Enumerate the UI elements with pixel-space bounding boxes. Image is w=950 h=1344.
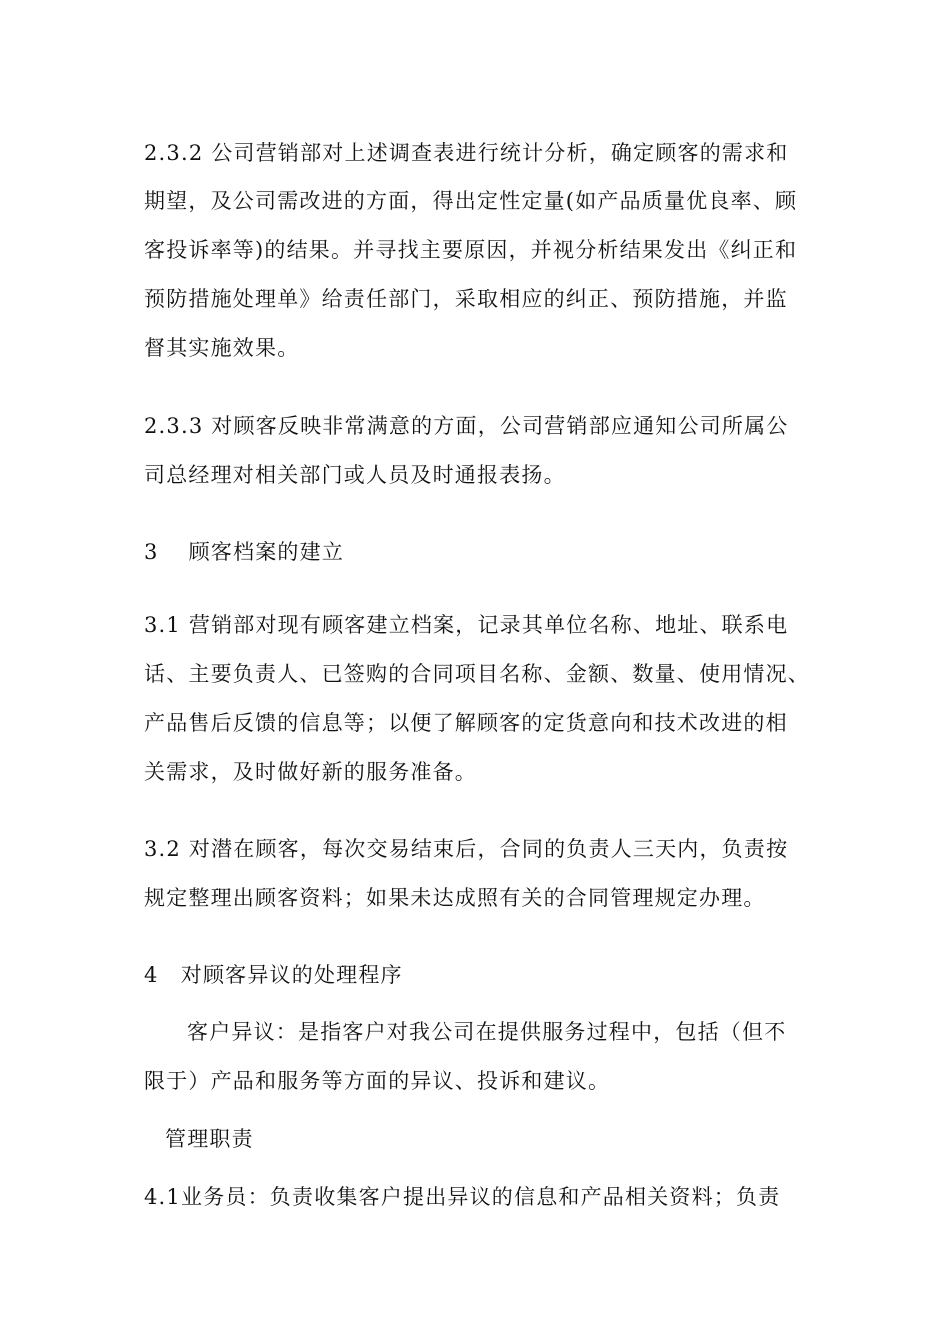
paragraph-2-3-2-line-2: 期望，及公司需改进的方面，得出定性定量(如产品质量优良率、顾 bbox=[144, 189, 798, 213]
paragraph-3-2-line-1: 3.2 对潜在顾客，每次交易结束后，合同的负责人三天内，负责按 bbox=[144, 837, 789, 861]
paragraph-2-3-2-line-3: 客投诉率等)的结果。并寻找主要原因，并视分析结果发出《纠正和 bbox=[144, 238, 798, 262]
paragraph-3-1-line-4: 关需求，及时做好新的服务准备。 bbox=[144, 760, 477, 784]
paragraph-3-1-line-2: 话、主要负责人、已签购的合同项目名称、金额、数量、使用情况、 bbox=[144, 662, 810, 686]
paragraph-3-1-line-1: 3.1 营销部对现有顾客建立档案，记录其单位名称、地址、联系电 bbox=[144, 613, 789, 637]
paragraph-3-2-line-2: 规定整理出顾客资料；如果未达成照有关的合同管理规定办理。 bbox=[144, 886, 766, 910]
customer-objection-definition-line-1: 客户异议：是指客户对我公司在提供服务过程中，包括（但不 bbox=[187, 1020, 787, 1044]
paragraph-2-3-2-line-5: 督其实施效果。 bbox=[144, 336, 300, 360]
paragraph-3-1-line-3: 产品售后反馈的信息等；以便了解顾客的定货意向和技术改进的相 bbox=[144, 711, 788, 735]
paragraph-4-1-line-1: 4.1业务员：负责收集客户提出异议的信息和产品相关资料；负责 bbox=[144, 1185, 781, 1209]
paragraph-2-3-2-line-4: 预防措施处理单》给责任部门，采取相应的纠正、预防措施，并监 bbox=[144, 287, 788, 311]
section-4-heading: 4 对顾客异议的处理程序 bbox=[144, 963, 403, 987]
paragraph-2-3-2-line-1: 2.3.2 公司营销部对上述调查表进行统计分析，确定顾客的需求和 bbox=[144, 141, 789, 165]
paragraph-2-3-3-line-2: 司总经理对相关部门或人员及时通报表扬。 bbox=[144, 463, 566, 487]
customer-objection-definition-line-2: 限于）产品和服务等方面的异议、投诉和建议。 bbox=[144, 1069, 611, 1093]
management-duties-heading: 管理职责 bbox=[165, 1127, 254, 1151]
section-3-heading: 3 顾客档案的建立 bbox=[144, 540, 345, 564]
paragraph-2-3-3-line-1: 2.3.3 对顾客反映非常满意的方面，公司营销部应通知公司所属公 bbox=[144, 414, 789, 438]
